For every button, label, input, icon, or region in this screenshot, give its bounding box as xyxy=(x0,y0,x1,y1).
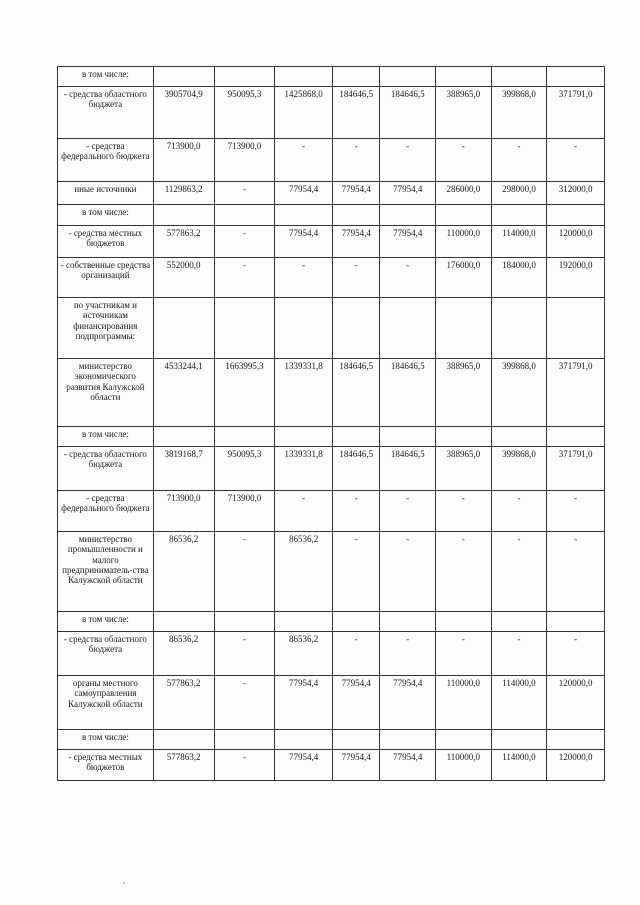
table-row xyxy=(58,359,605,427)
value-cell: 184646,5 xyxy=(380,447,436,491)
table-row xyxy=(58,427,605,447)
value-cell: 192000,0 xyxy=(547,258,605,298)
value-cell: 77954,4 xyxy=(275,676,333,730)
row-label: - средства федерального бюджета xyxy=(58,491,154,532)
value-cell: 77954,4 xyxy=(380,182,436,205)
value-cell xyxy=(380,298,436,359)
table-row xyxy=(58,67,605,87)
value-cell: - xyxy=(275,258,333,298)
value-cell: 184646,5 xyxy=(333,87,380,139)
row-label: - средства федерального бюджета xyxy=(58,139,154,182)
value-cell: 713900,0 xyxy=(214,139,275,182)
value-cell: 114000,0 xyxy=(491,750,547,781)
table-row xyxy=(58,447,605,491)
value-cell: 86536,2 xyxy=(275,632,333,676)
financing-table xyxy=(57,66,605,781)
scan-speck xyxy=(123,882,125,884)
value-cell: 120000,0 xyxy=(547,676,605,730)
value-cell: 86536,2 xyxy=(153,532,214,612)
value-cell xyxy=(491,427,547,447)
value-cell: - xyxy=(436,532,492,612)
row-label: - средства местных бюджетов xyxy=(58,750,154,781)
value-cell: 77954,4 xyxy=(333,182,380,205)
value-cell: - xyxy=(547,139,605,182)
value-cell xyxy=(380,427,436,447)
value-cell: 77954,4 xyxy=(275,182,333,205)
value-cell: 1425868,0 xyxy=(275,87,333,139)
value-cell: - xyxy=(275,139,333,182)
value-cell: - xyxy=(333,632,380,676)
value-cell xyxy=(275,67,333,87)
value-cell: 120000,0 xyxy=(547,226,605,258)
value-cell: 577863,2 xyxy=(153,676,214,730)
row-label: - средства местных бюджетов xyxy=(58,226,154,258)
value-cell: 110000,0 xyxy=(436,750,492,781)
value-cell: 77954,4 xyxy=(333,226,380,258)
value-cell: 399868,0 xyxy=(491,447,547,491)
row-label: - средства областного бюджета xyxy=(58,87,154,139)
value-cell xyxy=(275,427,333,447)
value-cell: 114000,0 xyxy=(491,226,547,258)
table-row xyxy=(58,87,605,139)
value-cell: - xyxy=(333,139,380,182)
table-row xyxy=(58,298,605,359)
value-cell xyxy=(380,730,436,750)
value-cell xyxy=(380,205,436,226)
value-cell: - xyxy=(380,139,436,182)
value-cell: 577863,2 xyxy=(153,226,214,258)
value-cell xyxy=(333,730,380,750)
value-cell: - xyxy=(380,491,436,532)
value-cell: 286000,0 xyxy=(436,182,492,205)
row-label: иные источники xyxy=(58,182,154,205)
value-cell: 184646,5 xyxy=(380,87,436,139)
value-cell xyxy=(153,67,214,87)
value-cell xyxy=(333,67,380,87)
table-row xyxy=(58,632,605,676)
row-label: по участникам и источникам финансирования подпрограммы: xyxy=(58,298,154,359)
value-cell xyxy=(153,427,214,447)
value-cell: - xyxy=(214,750,275,781)
value-cell: 312000,0 xyxy=(547,182,605,205)
value-cell xyxy=(547,612,605,632)
value-cell xyxy=(214,298,275,359)
row-label: в том числе: xyxy=(58,730,154,750)
value-cell: 371791,0 xyxy=(547,447,605,491)
row-label: в том числе: xyxy=(58,612,154,632)
value-cell: - xyxy=(333,532,380,612)
table-row xyxy=(58,532,605,612)
value-cell xyxy=(547,730,605,750)
value-cell xyxy=(547,427,605,447)
value-cell: 77954,4 xyxy=(380,226,436,258)
table-row xyxy=(58,730,605,750)
value-cell xyxy=(153,612,214,632)
value-cell: - xyxy=(491,491,547,532)
value-cell: 3819168,7 xyxy=(153,447,214,491)
value-cell: - xyxy=(547,491,605,532)
value-cell xyxy=(436,67,492,87)
value-cell: - xyxy=(491,139,547,182)
row-label: - собственные средства организаций xyxy=(58,258,154,298)
value-cell: 77954,4 xyxy=(380,750,436,781)
value-cell: 371791,0 xyxy=(547,87,605,139)
value-cell: 120000,0 xyxy=(547,750,605,781)
table-row xyxy=(58,182,605,205)
value-cell: 371791,0 xyxy=(547,359,605,427)
value-cell xyxy=(153,298,214,359)
table-row xyxy=(58,676,605,730)
value-cell xyxy=(275,612,333,632)
value-cell xyxy=(547,67,605,87)
value-cell xyxy=(547,205,605,226)
value-cell: - xyxy=(380,532,436,612)
value-cell: - xyxy=(380,632,436,676)
value-cell xyxy=(333,205,380,226)
table-row xyxy=(58,226,605,258)
value-cell: - xyxy=(214,226,275,258)
value-cell xyxy=(214,427,275,447)
value-cell: - xyxy=(547,532,605,612)
value-cell xyxy=(436,730,492,750)
value-cell: 298000,0 xyxy=(491,182,547,205)
value-cell: 1129863,2 xyxy=(153,182,214,205)
value-cell: - xyxy=(436,632,492,676)
value-cell: 3905704,9 xyxy=(153,87,214,139)
value-cell: 184646,5 xyxy=(380,359,436,427)
value-cell xyxy=(214,612,275,632)
value-cell: - xyxy=(380,258,436,298)
value-cell: 577863,2 xyxy=(153,750,214,781)
row-label: министерство промышленности и малого предприниматель-ства Калужской области xyxy=(58,532,154,612)
row-label: в том числе: xyxy=(58,67,154,87)
value-cell: 176000,0 xyxy=(436,258,492,298)
value-cell: 399868,0 xyxy=(491,87,547,139)
row-label: - средства областного бюджета xyxy=(58,632,154,676)
row-label: - средства областного бюджета xyxy=(58,447,154,491)
value-cell: 114000,0 xyxy=(491,676,547,730)
value-cell xyxy=(380,67,436,87)
value-cell: 388965,0 xyxy=(436,359,492,427)
value-cell xyxy=(214,67,275,87)
value-cell xyxy=(491,730,547,750)
value-cell: 77954,4 xyxy=(380,676,436,730)
value-cell: - xyxy=(547,632,605,676)
value-cell: 713900,0 xyxy=(153,139,214,182)
value-cell: 713900,0 xyxy=(214,491,275,532)
value-cell: - xyxy=(491,632,547,676)
value-cell: - xyxy=(333,491,380,532)
value-cell: - xyxy=(214,632,275,676)
value-cell xyxy=(436,205,492,226)
value-cell xyxy=(153,205,214,226)
value-cell: 1663995,3 xyxy=(214,359,275,427)
value-cell: 388965,0 xyxy=(436,447,492,491)
value-cell xyxy=(380,612,436,632)
value-cell: 399868,0 xyxy=(491,359,547,427)
value-cell: - xyxy=(214,182,275,205)
value-cell: - xyxy=(214,258,275,298)
value-cell: 77954,4 xyxy=(275,750,333,781)
value-cell: 110000,0 xyxy=(436,226,492,258)
value-cell xyxy=(491,205,547,226)
value-cell xyxy=(214,205,275,226)
table-row xyxy=(58,258,605,298)
value-cell xyxy=(436,427,492,447)
value-cell: - xyxy=(436,491,492,532)
row-label: в том числе: xyxy=(58,205,154,226)
value-cell: 77954,4 xyxy=(333,750,380,781)
table-row xyxy=(58,491,605,532)
value-cell: 77954,4 xyxy=(275,226,333,258)
value-cell xyxy=(436,298,492,359)
table-row xyxy=(58,750,605,781)
value-cell: 1339331,8 xyxy=(275,359,333,427)
value-cell xyxy=(214,730,275,750)
value-cell xyxy=(436,612,492,632)
value-cell: 4533244,1 xyxy=(153,359,214,427)
value-cell: 86536,2 xyxy=(153,632,214,676)
value-cell: 86536,2 xyxy=(275,532,333,612)
value-cell: 184000,0 xyxy=(491,258,547,298)
table-row xyxy=(58,139,605,182)
value-cell xyxy=(491,612,547,632)
value-cell xyxy=(153,730,214,750)
table-row xyxy=(58,612,605,632)
value-cell xyxy=(333,298,380,359)
value-cell xyxy=(333,427,380,447)
value-cell xyxy=(547,298,605,359)
value-cell: 110000,0 xyxy=(436,676,492,730)
value-cell xyxy=(275,298,333,359)
value-cell xyxy=(275,730,333,750)
value-cell: - xyxy=(436,139,492,182)
value-cell: 184646,5 xyxy=(333,359,380,427)
value-cell: - xyxy=(491,532,547,612)
table-body xyxy=(58,67,605,781)
value-cell: 713900,0 xyxy=(153,491,214,532)
table-row xyxy=(58,205,605,226)
row-label: в том числе: xyxy=(58,427,154,447)
value-cell: 950095,3 xyxy=(214,87,275,139)
row-label: министерство экономического развития Калужской области xyxy=(58,359,154,427)
value-cell: 388965,0 xyxy=(436,87,492,139)
value-cell: 1339331,8 xyxy=(275,447,333,491)
value-cell xyxy=(333,612,380,632)
value-cell: - xyxy=(333,258,380,298)
value-cell xyxy=(491,298,547,359)
value-cell: - xyxy=(275,491,333,532)
value-cell: 950095,3 xyxy=(214,447,275,491)
value-cell: - xyxy=(214,532,275,612)
value-cell: 552000,0 xyxy=(153,258,214,298)
value-cell: 77954,4 xyxy=(333,676,380,730)
value-cell: - xyxy=(214,676,275,730)
value-cell xyxy=(275,205,333,226)
row-label: органы местного самоуправления Калужской области xyxy=(58,676,154,730)
value-cell xyxy=(491,67,547,87)
value-cell: 184646,5 xyxy=(333,447,380,491)
